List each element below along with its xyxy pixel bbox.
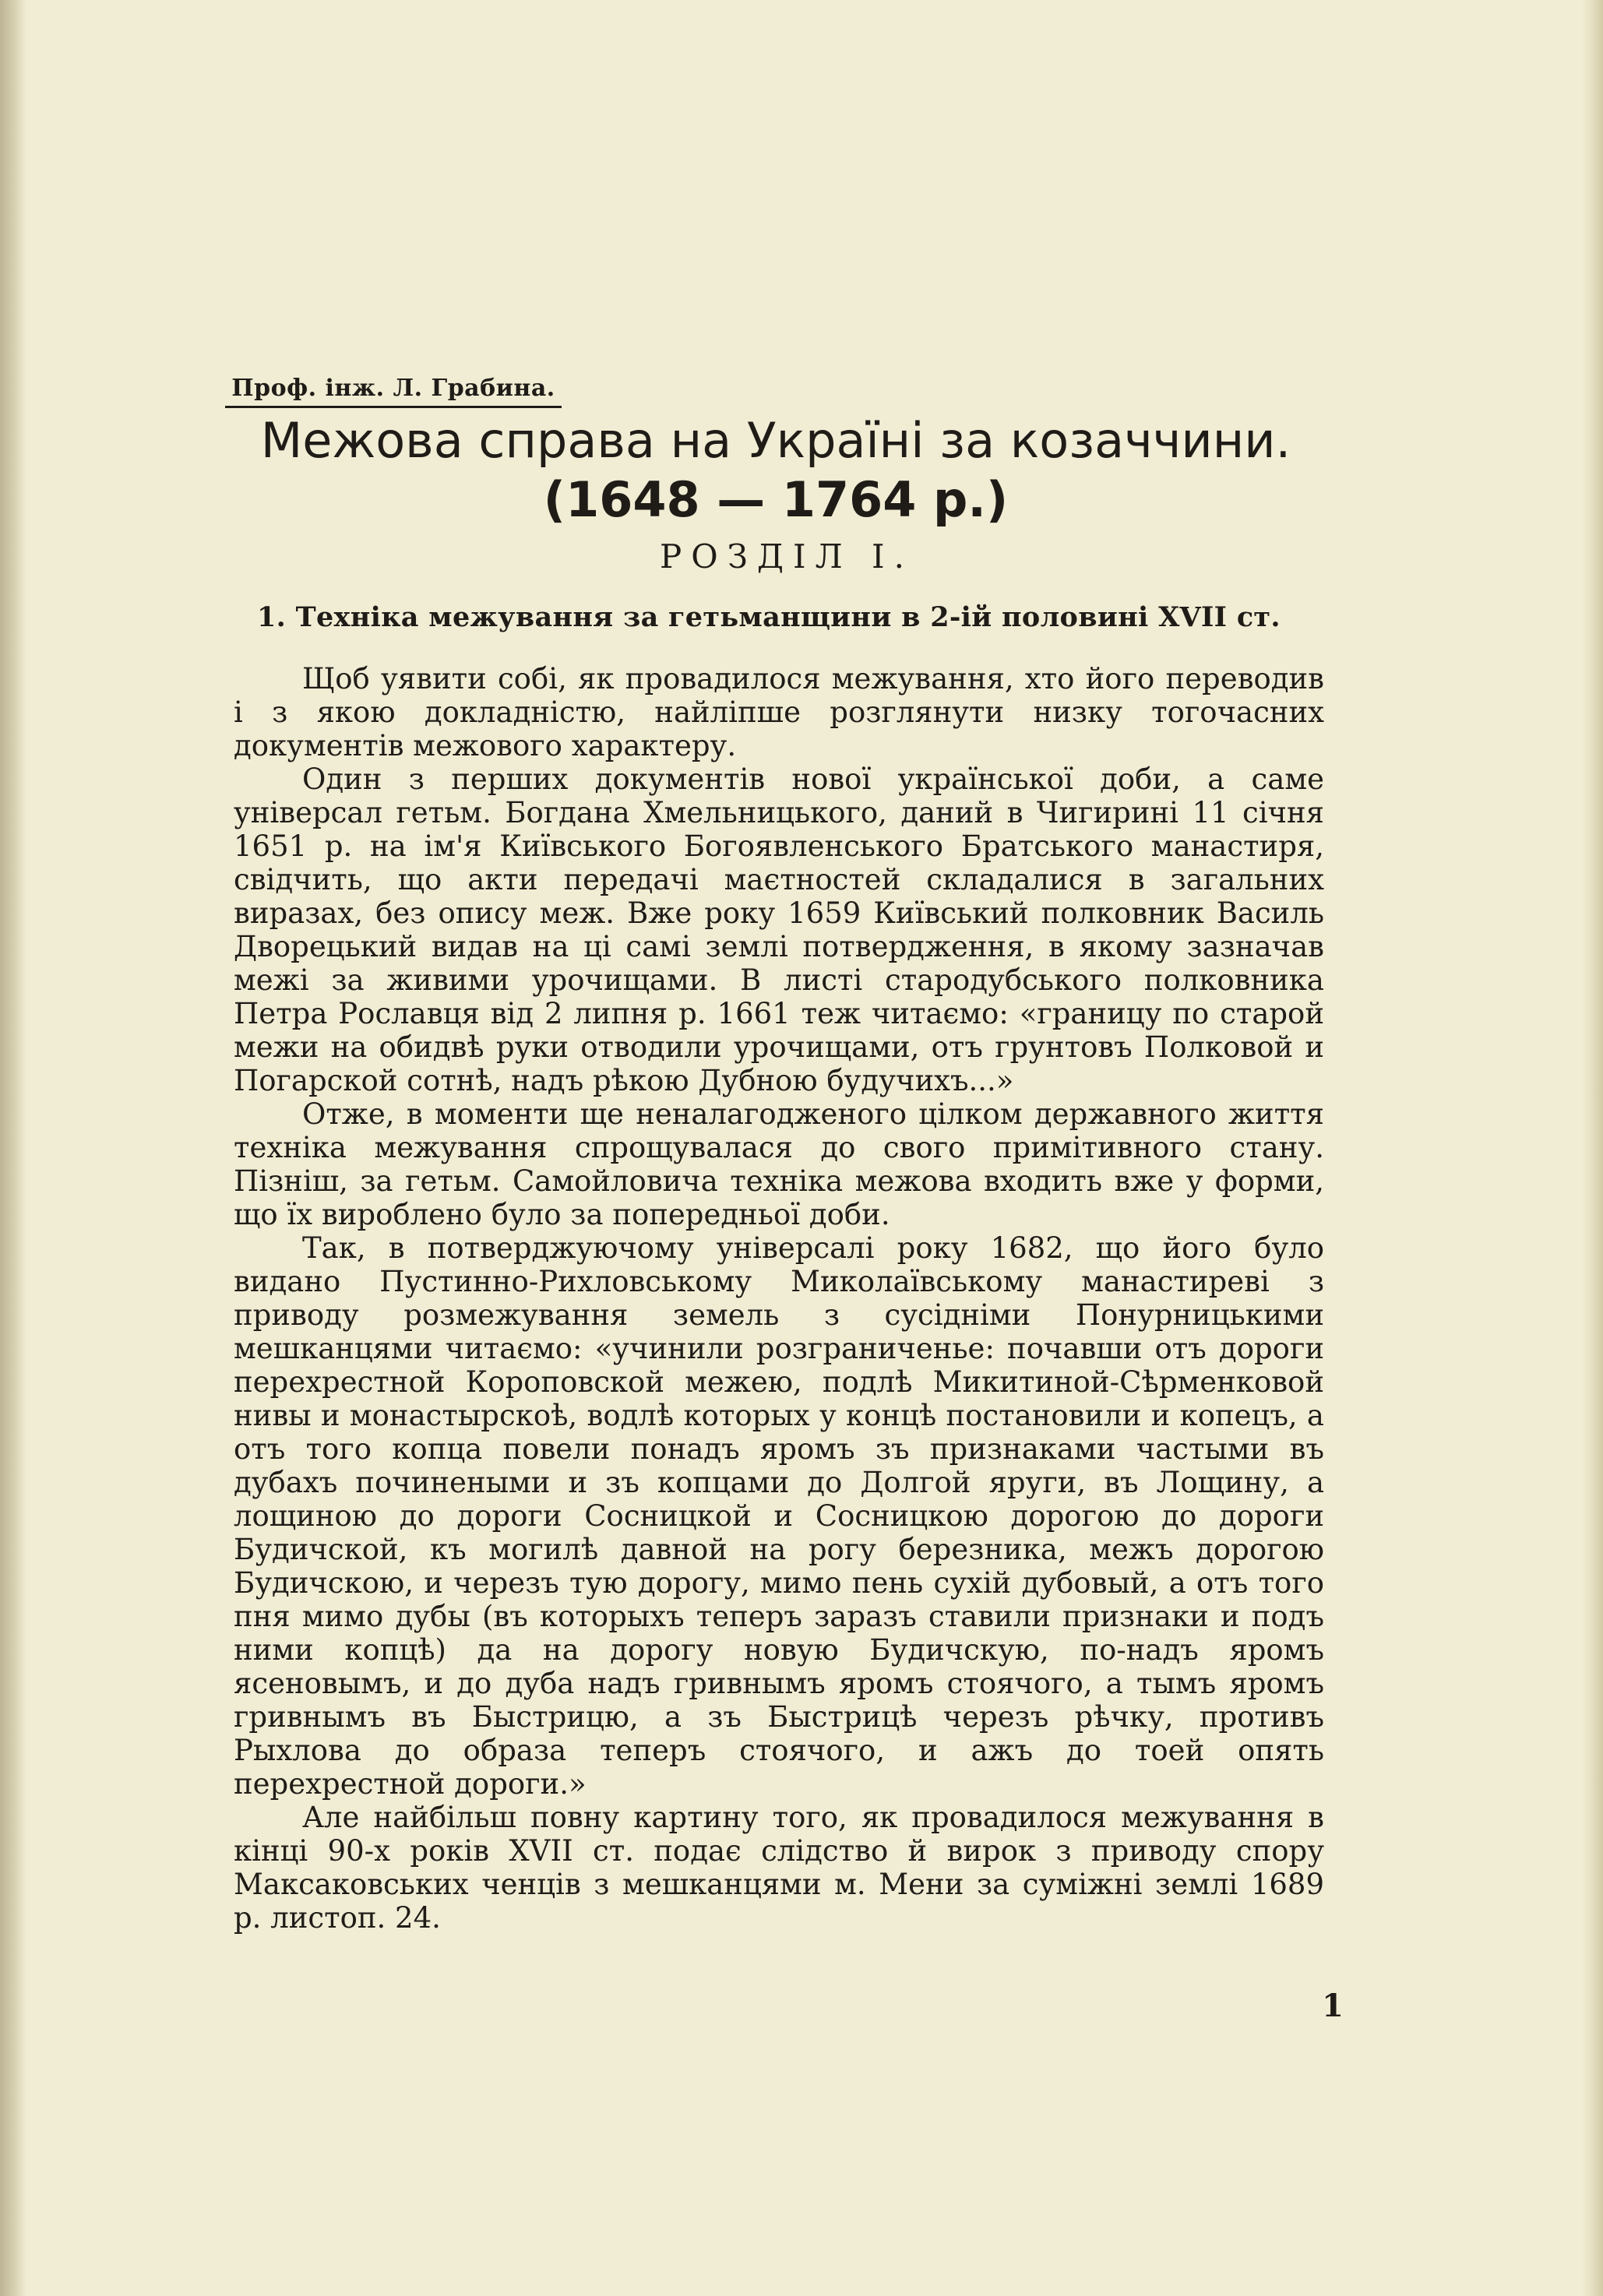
section-heading: 1. Техніка межування за гетьманщини в 2-ій половині XVII ст. [257,601,1281,633]
page-right-edge-shadow [1581,0,1603,2296]
page-left-edge-shadow [0,0,26,2296]
paragraph-3: Отже, в моменти ще неналагодженого цілком державного життя техніка межування спрощувалася до свого примітивного стану. Пізніш, за гетьм. Самойловича техніка межова входить вже у форми, що їх вироблено було за попередньої доби. [234,1097,1324,1231]
article-title [224,411,1327,530]
author-byline: Проф. інж. Л. Грабина. [231,375,555,402]
page-number: 1 [1322,1988,1344,2024]
paragraph-4: Так, в потверджуючому універсалі року 1682, що його було видано Пустинно-Рихловському Миколаївському манастиреві з приводу розмежування земель з сусідніми Понурницькими мешканцями читаємо: «учинили розграниченье: почавши отъ дороги перехрестной Короповской межею, подлѣ Микитиной-Сѣрменковой нивы и монастырскоѣ, водлѣ которых у концѣ постановили и копецъ, а отъ того копца повели понадъ яромъ зъ признаками частыми въ дубахъ починеными и зъ копцами до Долгой яруги, въ Лощину, а лощиною до дороги Сосницкой и Сосницкою дорогою до дороги Будичской, къ могилѣ давной на рогу березника, межъ дорогою Будичскою, и черезъ тую дорогу, мимо пень сухій дубовый, а отъ того пня мимо дубы (въ которыхъ теперъ заразъ ставили признаки и подъ ними копцѣ) да на дорогу новую Будичскую, по-надъ яромъ ясеновымъ, и до дуба надъ гривнымъ яромъ стоячого, а тымъ яромъ гривнымъ въ Быстрицю, а зъ Быстрицѣ черезъ рѣчку, противъ Рыхлова до образа теперъ стоячого, и ажъ до тоей опять перехрестной дороги.» [234,1231,1324,1801]
chapter-heading: РОЗДІЛ І. [660,537,914,576]
article-title-main: Межова справа на Україні за козаччини. [260,412,1291,469]
byline-underline [225,406,562,408]
paragraph-2: Один з перших документів нової української доби, а саме універсал гетьм. Богдана Хмельницького, даний в Чигирині 11 січня 1651 р. на ім'я Київського Богоявленського Братського манастиря, свідчить, що акти передачі маєтностей складалися в загальних виразах, без опису меж. Вже року 1659 Київський полковник Василь Дворецький видав на ці самі землі потвердження, в якому зазначав межі за живими урочищами. В листі стародубського полковника Петра Рославця від 2 липня р. 1661 теж читаємо: «границу по старой межи на обидвѣ руки отводили урочищами, отъ грунтовъ Полковой и Погарской сотнѣ, надъ рѣкою Дубною будучихъ...» [234,762,1324,1097]
article-body [234,662,1324,1935]
paragraph-1: Щоб уявити собі, як провадилося межування, хто його переводив і з якою докладністю, найліпше розглянути низку тогочасних документів межового характеру. [234,662,1324,762]
article-title-years: (1648 — 1764 р.) [543,471,1009,528]
paragraph-5: Але найбільш повну картину того, як провадилося межування в кінці 90-х років XVII ст. подає слідство й вирок з приводу спору Максаковських ченців з мешканцями м. Мени за суміжні землі 1689 р. листоп. 24. [234,1801,1324,1935]
